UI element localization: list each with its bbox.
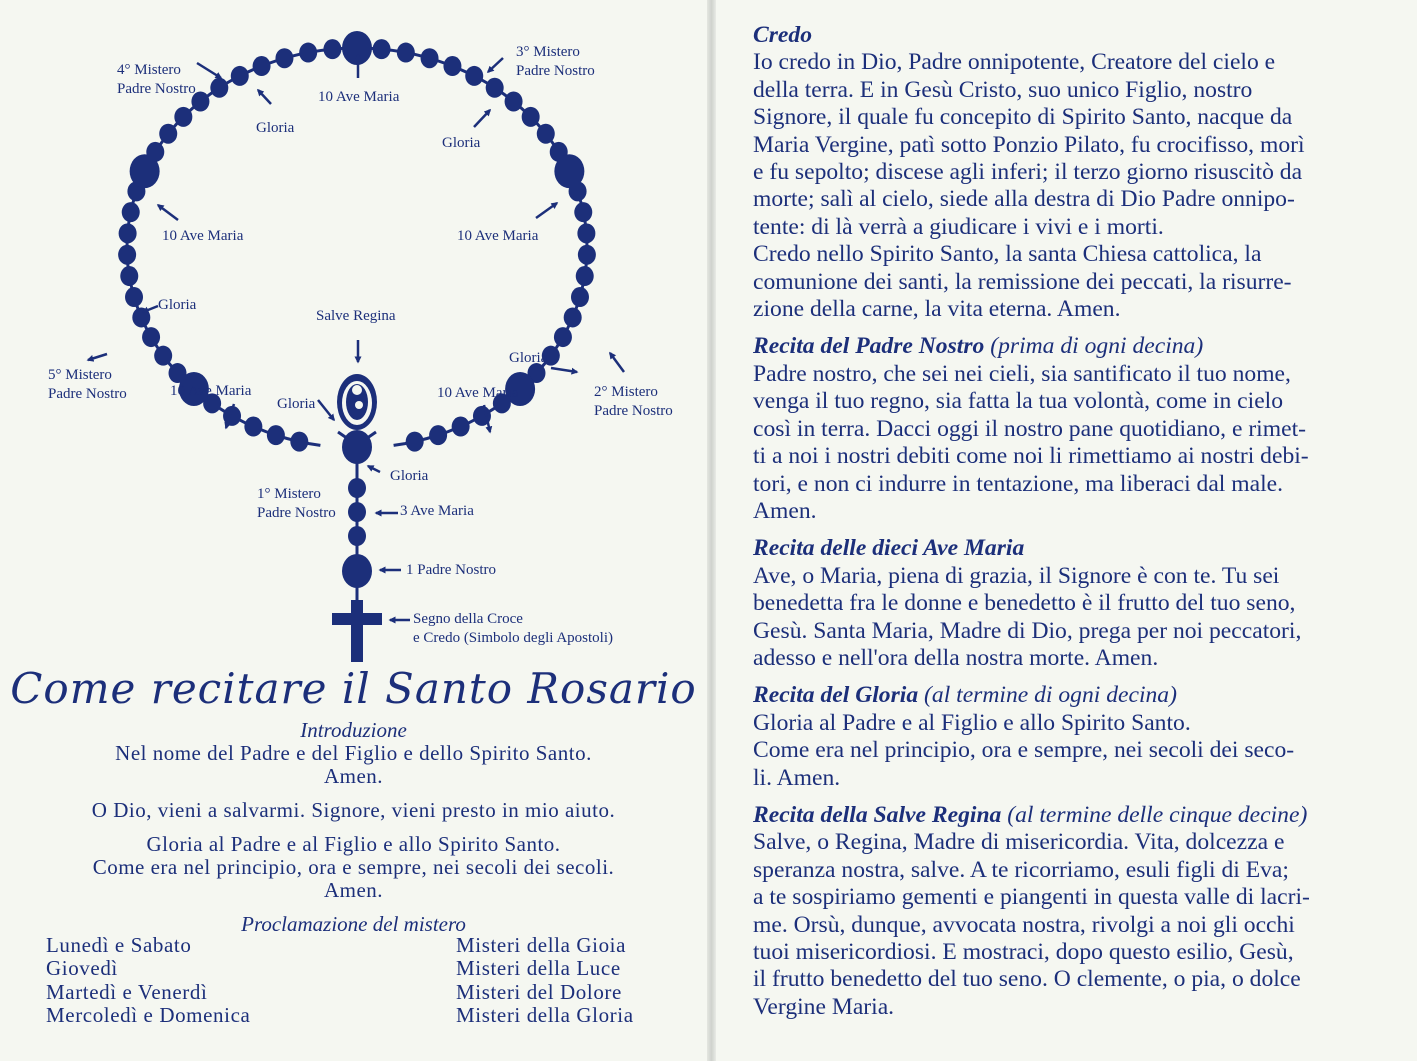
prayer-section-salve-regina bbox=[753, 802, 1383, 1021]
prayers-text bbox=[753, 22, 1383, 1031]
label-gloria-top-right: Gloria bbox=[442, 135, 481, 151]
gloria-line-1: Gloria al Padre e al Figlio e allo Spirito Santo. bbox=[146, 832, 561, 856]
prayer-line: venga il tuo regno, sia fatta la tua volontà, come in cielo bbox=[753, 388, 1284, 415]
rosary-large-bead bbox=[342, 554, 372, 588]
rosary-small-bead bbox=[120, 266, 138, 286]
page-title: Come recitare il Santo Rosario bbox=[10, 664, 697, 713]
schedule-day: Martedì e Venerdì bbox=[46, 979, 208, 1004]
cross-icon bbox=[351, 600, 363, 662]
rosary-small-bead bbox=[174, 107, 192, 127]
rosary-small-bead bbox=[231, 66, 249, 86]
rosary-small-bead bbox=[574, 202, 592, 222]
prayer-line: il frutto benedetto del tuo seno. O clemente, o pia, o dolce bbox=[753, 966, 1301, 993]
prayer-note: (al termine delle cinque decine) bbox=[1007, 801, 1308, 828]
prayer-section-ave-maria bbox=[753, 535, 1383, 672]
label-croce-line2: e Credo (Simbolo degli Apostoli) bbox=[413, 630, 613, 646]
prayer-line: Gloria al Padre e al Figlio e allo Spirito Santo. bbox=[753, 709, 1191, 736]
rosary-small-bead bbox=[253, 56, 271, 76]
rosary-diagram bbox=[0, 0, 707, 662]
rosary-small-bead bbox=[125, 287, 143, 307]
prayer-line: così in terra. Dacci oggi il nostro pane quotidiano, e rimet- bbox=[753, 415, 1306, 442]
schedule-days bbox=[46, 934, 250, 1027]
label-mistero4-line1: 4° Mistero bbox=[117, 62, 181, 78]
rosary-small-bead bbox=[452, 417, 470, 437]
label-mistero1-line1: 1° Mistero bbox=[257, 486, 321, 502]
rosary-small-bead bbox=[244, 417, 262, 437]
arrow-icon bbox=[158, 205, 178, 220]
rosary-small-bead bbox=[142, 327, 160, 347]
rosary-small-bead bbox=[299, 43, 317, 63]
prayer-heading: Credo bbox=[753, 22, 812, 48]
label-mistero5-line1: 5° Mistero bbox=[48, 367, 112, 383]
prayer-line: Io credo in Dio, Padre onnipotente, Creatore del cielo e bbox=[753, 49, 1276, 76]
arrow-icon bbox=[488, 58, 503, 72]
arrow-icon bbox=[551, 368, 577, 372]
label-gloria-stem: Gloria bbox=[390, 468, 429, 484]
rosary-small-bead bbox=[119, 223, 137, 243]
prayer-line: Padre nostro, che sei nei cieli, sia santificato il tuo nome, bbox=[753, 360, 1291, 387]
label-mistero1-line2: Padre Nostro bbox=[257, 505, 336, 521]
prayer-line: comunione dei santi, la remissione dei peccati, la risurre- bbox=[753, 268, 1292, 295]
schedule-mystery: Misteri del Dolore bbox=[456, 979, 622, 1004]
prayer-section-credo bbox=[753, 22, 1383, 323]
label-padre-nostro: 1 Padre Nostro bbox=[406, 562, 496, 578]
rosary-small-bead bbox=[348, 526, 366, 546]
arrow-icon bbox=[88, 354, 107, 360]
prayer-line: morte; salì al cielo, siede alla destra di Dio Padre onnipo- bbox=[753, 186, 1295, 213]
rosary-small-bead bbox=[154, 346, 172, 366]
proclamation-heading: Proclamazione del mistero bbox=[241, 912, 466, 936]
prayer-heading: Recita del Gloria bbox=[753, 682, 919, 709]
schedule-mystery: Misteri della Gloria bbox=[456, 1002, 634, 1027]
rosary-small-bead bbox=[373, 39, 391, 59]
label-tre-ave: 3 Ave Maria bbox=[400, 503, 474, 519]
prayer-line: Vergine Maria. bbox=[753, 993, 895, 1020]
prayer-line: Credo nello Spirito Santo, la santa Chiesa cattolica, la bbox=[753, 241, 1262, 268]
schedule-day: Mercoledì e Domenica bbox=[46, 1002, 251, 1027]
rosary-small-bead bbox=[146, 142, 164, 162]
label-salve-regina: Salve Regina bbox=[316, 308, 396, 324]
prayer-line: benedetta fra le donne e benedetto è il frutto del tuo seno, bbox=[753, 590, 1296, 617]
label-ave-bottom-right: 10 Ave Maria bbox=[437, 385, 519, 401]
prayer-heading: Recita del Padre Nostro bbox=[753, 333, 985, 360]
prayer-heading: Recita delle dieci Ave Maria bbox=[753, 535, 1025, 562]
prayer-line: Ave, o Maria, piena di grazia, il Signore è con te. Tu sei bbox=[753, 562, 1280, 589]
label-ave-bottom-left: 10 Ave Maria bbox=[170, 383, 252, 399]
prayer-line: Gesù. Santa Maria, Madre di Dio, prega per noi peccatori, bbox=[753, 617, 1302, 644]
rosary-small-bead bbox=[348, 478, 366, 498]
rosary-small-bead bbox=[397, 43, 415, 63]
intro-line-2: Amen. bbox=[323, 764, 384, 788]
label-gloria-left: Gloria bbox=[158, 297, 197, 313]
rosary-small-bead bbox=[577, 223, 595, 243]
schedule-day: Lunedì e Sabato bbox=[46, 933, 192, 957]
prayer-line: li. Amen. bbox=[753, 764, 841, 791]
prayer-heading: Recita della Salve Regina bbox=[753, 801, 1002, 828]
rosary-small-bead bbox=[118, 245, 136, 265]
rosary-small-bead bbox=[569, 181, 587, 201]
prayer-line: speranza nostra, salve. A te ricorriamo, esuli figli di Eva; bbox=[753, 856, 1289, 883]
label-mistero4-line2: Padre Nostro bbox=[117, 81, 196, 97]
arrow-icon bbox=[197, 63, 221, 78]
intro-heading: Introduzione bbox=[300, 718, 407, 742]
label-mistero3-line1: 3° Mistero bbox=[516, 44, 580, 60]
prayer-line: della terra. E in Gesù Cristo, suo unico Figlio, nostro bbox=[753, 76, 1253, 103]
arrow-icon bbox=[258, 90, 271, 104]
rosary-small-bead bbox=[571, 287, 589, 307]
label-ave-left: 10 Ave Maria bbox=[162, 228, 244, 244]
prayer-note: (al termine di ogni decina) bbox=[924, 682, 1177, 709]
rosary-small-bead bbox=[554, 327, 572, 347]
prayer-line: tuoi misericordiosi. E mostraci, dopo questo esilio, Gesù, bbox=[753, 939, 1294, 965]
rosary-small-bead bbox=[169, 363, 187, 383]
label-mistero2-line1: 2° Mistero bbox=[594, 384, 658, 400]
rosary-small-bead bbox=[406, 432, 424, 452]
rosary-small-bead bbox=[465, 66, 483, 86]
rosary-small-bead bbox=[522, 107, 540, 127]
invocation: O Dio, vieni a salvarmi. Signore, vieni presto in mio aiuto. bbox=[91, 798, 616, 822]
prayer-section-padre-nostro bbox=[753, 333, 1383, 525]
prayer-section-gloria bbox=[753, 682, 1383, 792]
right-page bbox=[716, 0, 1417, 1061]
label-gloria-medal: Gloria bbox=[277, 396, 316, 412]
rosary-small-bead bbox=[348, 502, 366, 522]
schedule-day: Giovedì bbox=[46, 956, 118, 981]
prayer-line: e fu sepolto; discese agli inferi; il terzo giorno risuscitò da bbox=[753, 159, 1303, 186]
intro-line-1: Nel nome del Padre e del Figlio e dello Spirito Santo. bbox=[115, 741, 592, 765]
prayer-line: Signore, il quale fu concepito di Spirito Santo, nacque da bbox=[753, 104, 1293, 131]
rosary-small-bead bbox=[429, 425, 447, 445]
label-gloria-top-left: Gloria bbox=[256, 120, 295, 136]
prayer-line: adesso e nell'ora della nostra morte. Amen. bbox=[753, 644, 1159, 671]
arrow-icon bbox=[474, 110, 490, 127]
label-croce-line1: Segno della Croce bbox=[413, 611, 523, 627]
arrow-icon bbox=[318, 400, 334, 420]
rosary-small-bead bbox=[443, 56, 461, 76]
rosary-small-bead bbox=[267, 425, 285, 445]
left-page bbox=[0, 0, 707, 1061]
prayer-line: tori, e non ci indurre in tentazione, ma liberaci dal male. bbox=[753, 470, 1283, 497]
cross-icon bbox=[332, 613, 382, 625]
rosary-large-bead bbox=[342, 430, 372, 464]
schedule-mystery: Misteri della Luce bbox=[456, 956, 621, 981]
prayer-note: (prima di ogni decina) bbox=[990, 333, 1204, 360]
label-ave-top: 10 Ave Maria bbox=[318, 89, 400, 105]
page-fold bbox=[707, 0, 716, 1061]
rosary-small-bead bbox=[122, 202, 140, 222]
label-mistero3-line2: Padre Nostro bbox=[516, 63, 595, 79]
rosary-small-bead bbox=[537, 124, 555, 144]
arrow-icon bbox=[610, 353, 624, 372]
rosary-small-bead bbox=[421, 48, 439, 68]
rosary-small-bead bbox=[486, 78, 504, 98]
prayer-line: a te sospiriamo gementi e piangenti in questa valle di lacri- bbox=[753, 884, 1310, 911]
prayer-line: Amen. bbox=[753, 497, 817, 524]
rosary-small-bead bbox=[159, 124, 177, 144]
prayer-line: tente: di là verrà a giudicare i vivi e i morti. bbox=[753, 213, 1164, 240]
arrow-icon bbox=[536, 203, 557, 218]
rosary-small-bead bbox=[576, 266, 594, 286]
rosary-small-bead bbox=[290, 432, 308, 452]
prayer-line: zione della carne, la vita eterna. Amen. bbox=[753, 296, 1121, 323]
arrow-icon bbox=[368, 466, 380, 472]
gloria-line-3: Amen. bbox=[323, 878, 384, 902]
label-gloria-right: Gloria bbox=[509, 350, 548, 366]
rosary-small-bead bbox=[210, 78, 228, 98]
rosary-small-bead bbox=[578, 245, 596, 265]
prayer-line: ti a noi i nostri debiti come noi li rimettiamo ai nostri debi- bbox=[753, 443, 1309, 470]
prayer-line: me. Orsù, dunque, avvocata nostra, rivolgi a noi gli occhi bbox=[753, 911, 1295, 938]
prayer-line: Salve, o Regina, Madre di misericordia. Vita, dolcezza e bbox=[753, 829, 1285, 856]
rosary-small-bead bbox=[505, 91, 523, 111]
madonna-medal-icon bbox=[337, 374, 377, 430]
gloria-line-2: Come era nel principio, ora e sempre, nei secoli dei secoli. bbox=[92, 855, 615, 879]
schedule-mysteries bbox=[456, 934, 634, 1027]
rosary-small-bead bbox=[323, 39, 341, 59]
label-mistero5-line2: Padre Nostro bbox=[48, 386, 127, 402]
label-ave-right: 10 Ave Maria bbox=[457, 228, 539, 244]
prayer-line: Come era nel principio, ora e sempre, nei secoli dei seco- bbox=[753, 737, 1295, 764]
rosary-small-bead bbox=[564, 307, 582, 327]
schedule-mystery: Misteri della Gioia bbox=[456, 933, 627, 957]
rosary-small-bead bbox=[275, 48, 293, 68]
prayer-line: Maria Vergine, patì sotto Ponzio Pilato, fu crocifisso, morì bbox=[753, 131, 1305, 158]
label-mistero2-line2: Padre Nostro bbox=[594, 403, 673, 419]
